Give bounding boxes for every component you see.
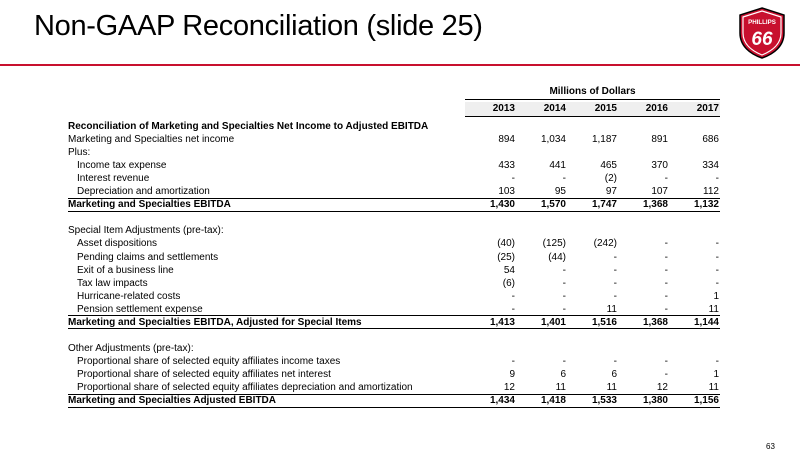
year-header-rule xyxy=(465,116,720,117)
row-value: 11 xyxy=(606,303,617,315)
row-value: - xyxy=(715,173,719,185)
row-label: Reconciliation of Marketing and Specialties Net Income to Adjusted EBITDA xyxy=(68,121,429,132)
row-value: - xyxy=(664,251,668,263)
row-value: - xyxy=(511,303,515,315)
row-value: 1,034 xyxy=(540,134,566,146)
slide-title: Non-GAAP Reconciliation (slide 25) xyxy=(34,10,483,42)
row-label: Interest revenue xyxy=(77,173,150,185)
row-value: - xyxy=(664,355,668,367)
row-value: - xyxy=(664,303,668,315)
row-label: Proportional share of selected equity affiliates income taxes xyxy=(77,355,341,367)
row-value: - xyxy=(664,368,668,380)
page-number: 63 xyxy=(766,442,775,451)
unit-header: Millions of Dollars xyxy=(549,86,636,97)
table-row xyxy=(68,133,720,146)
row-value: - xyxy=(715,264,719,276)
row-value: 370 xyxy=(651,160,668,172)
row-value: - xyxy=(562,355,566,367)
title-divider xyxy=(0,64,800,66)
row-value: (40) xyxy=(497,238,515,250)
table-row xyxy=(68,381,720,394)
row-value: 433 xyxy=(498,160,515,172)
row-value: - xyxy=(511,355,515,367)
row-value: - xyxy=(562,264,566,276)
row-value: - xyxy=(664,277,668,289)
row-label: Proportional share of selected equity affiliates depreciation and amortization xyxy=(77,382,413,393)
logo-top-text: PHILLIPS xyxy=(748,19,776,26)
subtotal-top-rule xyxy=(68,315,720,316)
row-value: - xyxy=(613,251,617,263)
row-value: - xyxy=(562,173,566,185)
phillips-66-logo-icon xyxy=(738,7,786,59)
row-label: Other Adjustments (pre-tax): xyxy=(68,342,194,354)
subtotal-bottom-rule xyxy=(68,407,720,408)
subtotal-top-rule xyxy=(68,198,720,199)
row-label: Marketing and Specialties EBITDA, Adjusted for Special Items xyxy=(68,316,362,328)
row-label: Asset dispositions xyxy=(77,238,158,250)
row-value: 1,380 xyxy=(642,395,668,407)
table-row xyxy=(68,342,720,355)
row-value: 6 xyxy=(560,368,566,380)
table-row xyxy=(68,198,720,211)
row-value: 112 xyxy=(703,186,719,198)
table-row xyxy=(68,120,720,133)
row-value: 1,187 xyxy=(591,134,617,146)
row-value: (2) xyxy=(604,173,617,185)
row-value: 1,413 xyxy=(489,316,515,328)
row-value: 9 xyxy=(509,368,515,380)
row-value: - xyxy=(715,277,719,289)
row-value: - xyxy=(511,290,515,302)
row-value: 107 xyxy=(651,186,668,198)
row-value: 1 xyxy=(713,368,719,380)
row-value: 12 xyxy=(503,382,515,393)
table-row xyxy=(68,237,720,250)
row-value: - xyxy=(715,251,719,263)
row-label: Income tax expense xyxy=(77,160,167,172)
table-row xyxy=(68,146,720,159)
table-row xyxy=(68,159,720,172)
row-value: (6) xyxy=(502,277,515,289)
year-header: 2014 xyxy=(543,103,566,114)
table-row xyxy=(68,185,720,198)
table-row xyxy=(68,316,720,329)
row-value: (44) xyxy=(548,251,566,263)
row-value: - xyxy=(613,277,617,289)
row-value: (125) xyxy=(542,238,566,250)
row-value: 1,368 xyxy=(642,199,668,211)
row-label: Tax law impacts xyxy=(77,277,148,289)
row-value: - xyxy=(562,277,566,289)
row-value: 686 xyxy=(702,134,719,146)
table-row xyxy=(68,211,720,224)
row-label: Proportional share of selected equity affiliates net interest xyxy=(77,368,331,380)
row-label: Hurricane-related costs xyxy=(77,290,181,302)
row-value: 6 xyxy=(611,368,617,380)
row-value: 11 xyxy=(708,303,719,315)
row-value: (242) xyxy=(593,238,617,250)
row-label: Marketing and Specialties net income xyxy=(68,134,235,146)
year-header: 2013 xyxy=(492,103,515,114)
table-row xyxy=(68,394,720,407)
row-value: - xyxy=(511,173,515,185)
row-value: 1,401 xyxy=(540,316,566,328)
row-value: - xyxy=(664,264,668,276)
row-value: 12 xyxy=(656,382,668,393)
row-value: 11 xyxy=(606,382,617,393)
row-value: 11 xyxy=(708,382,719,393)
table-row xyxy=(68,368,720,381)
row-value: - xyxy=(664,290,668,302)
row-value: 1,144 xyxy=(693,316,719,328)
row-value: 891 xyxy=(651,134,668,146)
row-value: - xyxy=(613,264,617,276)
row-label: Pension settlement expense xyxy=(77,303,203,315)
row-label: Marketing and Specialties Adjusted EBITDA xyxy=(68,395,277,407)
table-row xyxy=(68,172,720,185)
table-row xyxy=(68,329,720,342)
row-value: 1 xyxy=(713,290,719,302)
table-row xyxy=(68,264,720,277)
row-label: Pending claims and settlements xyxy=(77,251,219,263)
table-row xyxy=(68,355,720,368)
row-value: 54 xyxy=(503,264,515,276)
row-value: 894 xyxy=(498,134,515,146)
unit-header-rule xyxy=(465,99,720,100)
row-label: Exit of a business line xyxy=(77,264,174,276)
row-value: 1,516 xyxy=(591,316,617,328)
row-value: 1,430 xyxy=(489,199,515,211)
table-row xyxy=(68,303,720,316)
table-row xyxy=(68,251,720,264)
row-value: 1,132 xyxy=(693,199,719,211)
row-value: (25) xyxy=(497,251,515,263)
row-value: 1,418 xyxy=(540,395,566,407)
row-label: Depreciation and amortization xyxy=(77,186,210,198)
row-value: 95 xyxy=(554,186,566,198)
row-value: - xyxy=(664,238,668,250)
row-value: 1,156 xyxy=(693,395,719,407)
row-value: - xyxy=(715,238,719,250)
row-value: 1,533 xyxy=(591,395,617,407)
logo-number: 66 xyxy=(751,29,773,50)
row-value: 334 xyxy=(702,160,719,172)
row-value: - xyxy=(613,290,617,302)
row-value: 1,368 xyxy=(642,316,668,328)
year-header: 2016 xyxy=(645,103,668,114)
year-header: 2017 xyxy=(696,103,719,114)
row-value: 465 xyxy=(600,160,617,172)
row-value: 1,434 xyxy=(489,395,515,407)
row-value: 97 xyxy=(605,186,617,198)
table-row xyxy=(68,290,720,303)
row-value: 11 xyxy=(555,382,566,393)
row-value: - xyxy=(562,290,566,302)
row-value: 1,747 xyxy=(591,199,617,211)
row-value: 103 xyxy=(498,186,515,198)
row-value: - xyxy=(715,355,719,367)
row-value: - xyxy=(664,173,668,185)
table-row xyxy=(68,224,720,237)
row-value: - xyxy=(613,355,617,367)
row-value: 1,570 xyxy=(540,199,566,211)
row-label: Special Item Adjustments (pre-tax): xyxy=(68,225,224,237)
row-value: - xyxy=(562,303,566,315)
subtotal-top-rule xyxy=(68,394,720,395)
row-value: 441 xyxy=(549,160,566,172)
row-label: Marketing and Specialties EBITDA xyxy=(68,199,231,211)
row-label: Plus: xyxy=(68,147,91,159)
year-header: 2015 xyxy=(594,103,617,114)
year-header-row xyxy=(465,102,720,116)
table-row xyxy=(68,277,720,290)
